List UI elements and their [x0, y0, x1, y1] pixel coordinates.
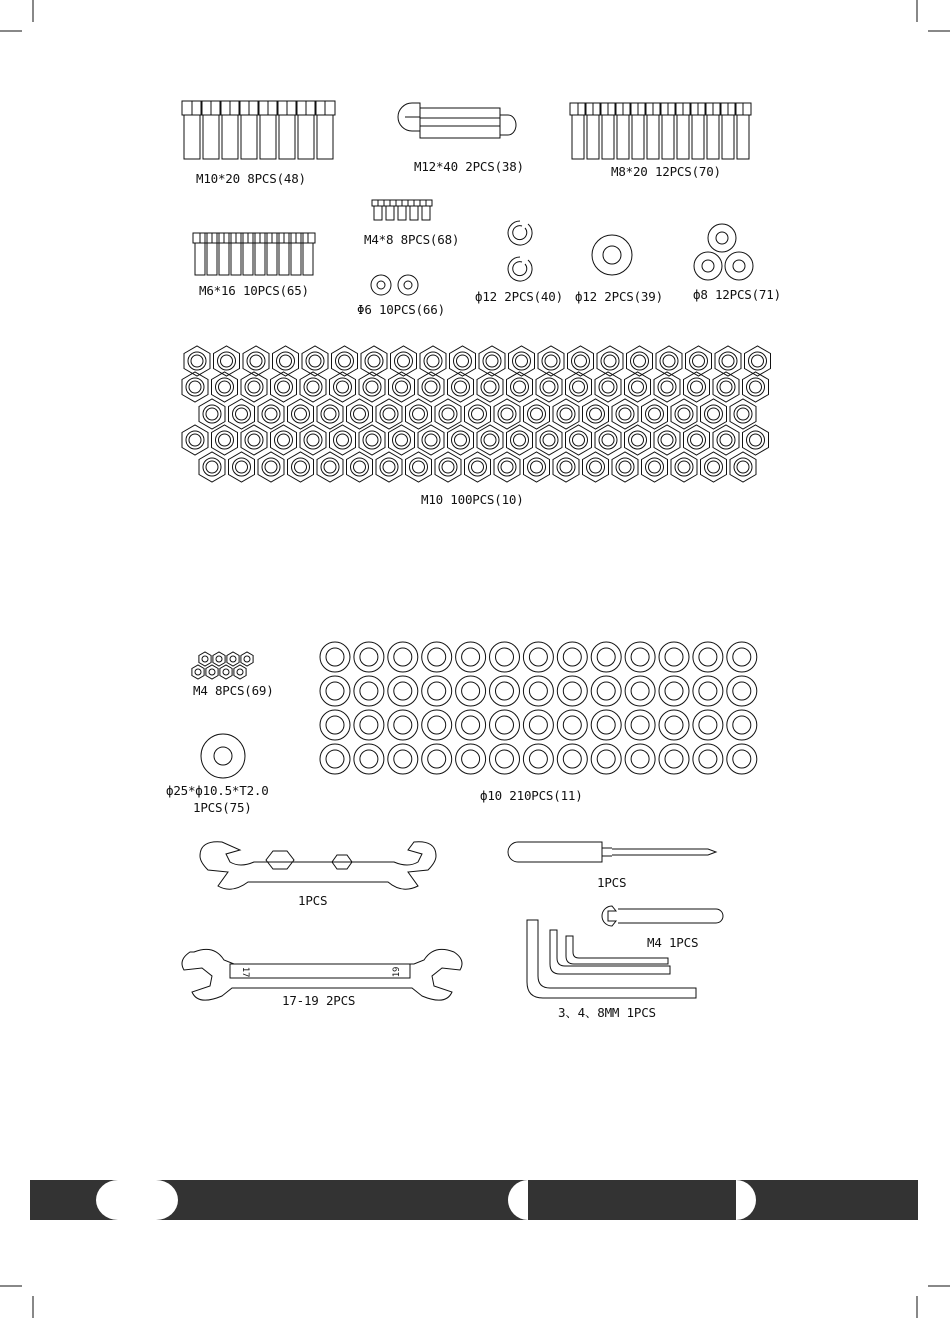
hex-keys	[527, 920, 699, 998]
wrench-mark-19: 19	[392, 966, 403, 978]
phi10-washers	[320, 642, 757, 774]
label-m10-nuts: M10 100PCS(10)	[421, 492, 524, 507]
label-screwdriver: 1PCS	[597, 875, 627, 890]
m12x40-bolts	[398, 103, 516, 138]
big-washer	[201, 734, 245, 778]
m4-nuts	[192, 652, 253, 679]
label-m4-nuts: M4 8PCS(69)	[193, 683, 274, 698]
wrench-mark-17: 17	[240, 966, 251, 978]
label-m4x8: M4*8 8PCS(68)	[364, 232, 460, 247]
label-hex-keys: 3、4、8MM 1PCS	[558, 1005, 656, 1020]
label-multi-wrench: 1PCS	[298, 893, 328, 908]
m10-nuts	[182, 346, 771, 482]
label-m12x40: M12*40 2PCS(38)	[414, 159, 524, 174]
m4x8-bolts	[372, 200, 432, 220]
screwdriver	[508, 842, 716, 862]
label-wrench-17-19: 17-19 2PCS	[282, 993, 356, 1008]
m10x20-bolts	[182, 101, 335, 159]
footer-bar	[30, 1180, 918, 1220]
phi6-washers	[371, 275, 418, 295]
label-phi6: Φ6 10PCS(66)	[357, 302, 445, 317]
m6x16-bolts	[193, 233, 315, 275]
label-big-washer-count: 1PCS(75)	[193, 800, 252, 815]
label-phi12-flat: ф12 2PCS(39)	[575, 289, 663, 304]
phi12-flat-washer	[592, 235, 632, 275]
phi12-spring-washers	[508, 221, 532, 281]
multi-wrench	[200, 842, 436, 889]
label-phi8: ф8 12PCS(71)	[693, 287, 781, 302]
m4-wrench	[602, 906, 723, 926]
label-m10x20: M10*20 8PCS(48)	[196, 171, 306, 186]
label-phi10: ф10 210PCS(11)	[480, 788, 583, 803]
label-m8x20: M8*20 12PCS(70)	[611, 164, 721, 179]
label-m4-wrench: M4 1PCS	[647, 935, 699, 950]
phi8-washers	[694, 224, 753, 280]
label-m6x16: M6*16 10PCS(65)	[199, 283, 309, 298]
label-big-washer-size: ф25*ф10.5*T2.0	[166, 783, 269, 798]
label-phi12-spring: ф12 2PCS(40)	[475, 289, 563, 304]
m8x20-bolts	[570, 103, 751, 159]
